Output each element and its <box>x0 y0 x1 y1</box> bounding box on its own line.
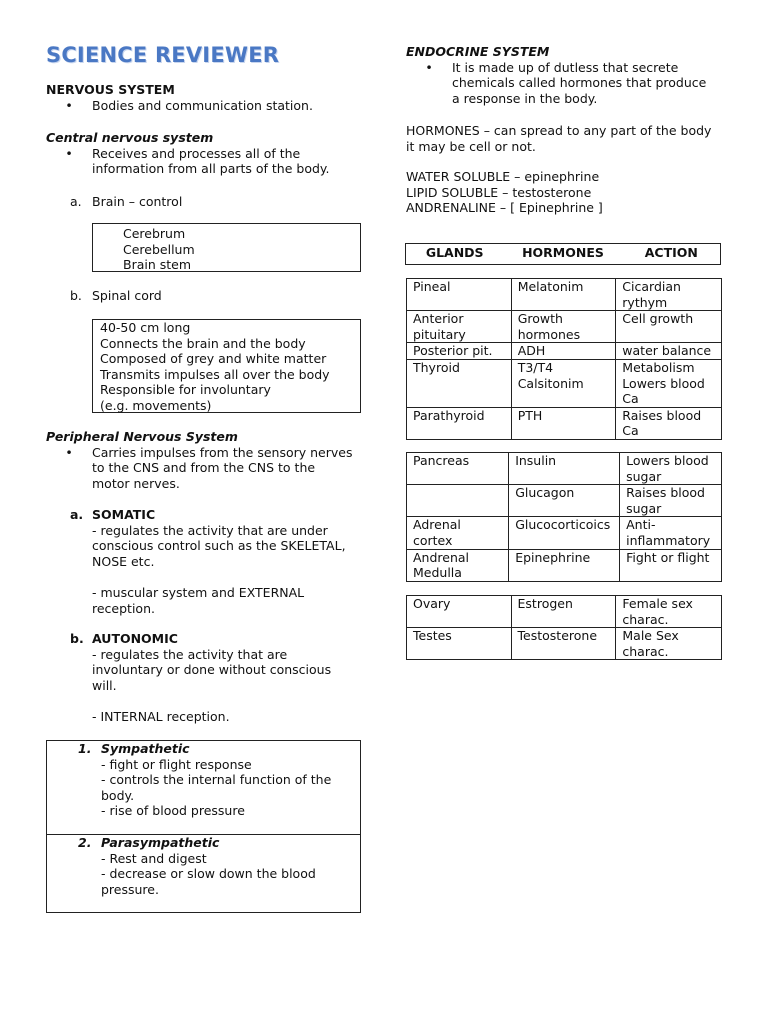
somatic-line: NOSE etc. <box>92 553 155 569</box>
gland-cell: Pancreas <box>407 453 509 485</box>
page-title: SCIENCE REVIEWER <box>46 43 280 67</box>
bullet-item <box>46 445 366 492</box>
gland-cell: Pineal <box>407 279 512 311</box>
hormone-cell: Insulin <box>509 453 620 485</box>
column-header: ACTION <box>644 245 698 260</box>
division-title: Sympathetic <box>101 741 190 756</box>
division-line: - decrease or slow down the blood <box>101 866 316 882</box>
table-row <box>407 485 722 517</box>
division-line: body. <box>101 787 135 803</box>
action-cell: Cell growth <box>616 311 722 343</box>
hormones-line: it may be cell or not. <box>406 138 536 154</box>
spinal-item <box>46 288 366 304</box>
table-row <box>407 343 722 360</box>
spinal-fact: Responsible for involuntary <box>100 382 271 398</box>
table-row <box>407 517 722 549</box>
cns-heading: Central nervous system <box>46 130 214 145</box>
action-cell: Metabolism Lowers blood Ca <box>616 359 722 407</box>
bullet-item <box>406 60 736 107</box>
gland-table-header <box>405 243 721 265</box>
table-row <box>407 359 722 407</box>
division-line: - controls the internal function of the <box>101 772 332 788</box>
hormones-definition <box>406 123 746 154</box>
bullet-icon: • <box>425 59 433 75</box>
gland-cell: Parathyroid <box>407 407 512 439</box>
brain-part: Cerebellum <box>123 241 195 257</box>
action-cell: Female sex charac. <box>616 596 722 628</box>
autonomic-title: AUTONOMIC <box>92 631 178 646</box>
gland-cell: Andrenal Medulla <box>407 549 509 581</box>
division-line: - Rest and digest <box>101 850 207 866</box>
pns-heading: Peripheral Nervous System <box>46 429 238 444</box>
autonomic-line: involuntary or done without conscious <box>92 662 332 678</box>
item-text: Brain – control <box>92 194 183 209</box>
action-cell: Male Sex charac. <box>616 628 722 660</box>
item-letter: a. <box>70 194 82 209</box>
table-row <box>407 549 722 581</box>
spinal-fact: Composed of grey and white matter <box>100 351 327 367</box>
bullet-text-line: It is made up of dutless that secrete <box>452 59 679 75</box>
brain-item <box>46 194 366 210</box>
endocrine-heading: ENDOCRINE SYSTEM <box>406 44 550 59</box>
bullet-text-line: information from all parts of the body. <box>92 161 330 177</box>
somatic-line: reception. <box>92 600 155 616</box>
action-cell: Lowers blood sugar <box>620 453 722 485</box>
bullet-text-line: Carries impulses from the sensory nerves <box>92 444 353 460</box>
somatic-title: SOMATIC <box>92 507 156 522</box>
table-row <box>407 407 722 439</box>
hormone-cell: PTH <box>511 407 616 439</box>
solubility-line: LIPID SOLUBLE – testosterone <box>406 184 592 200</box>
spinal-facts-box <box>92 319 361 413</box>
item-letter: a. <box>70 507 84 522</box>
solubility-line: WATER SOLUBLE – epinephrine <box>406 169 600 184</box>
gland-cell: Adrenal cortex <box>407 517 509 549</box>
gland-cell <box>407 485 509 517</box>
autonomic-line: - INTERNAL reception. <box>92 708 230 724</box>
bullet-text-line: a response in the body. <box>452 90 598 106</box>
division-line: pressure. <box>101 881 159 897</box>
table-row <box>407 279 722 311</box>
division-line: - rise of blood pressure <box>101 803 245 819</box>
gland-cell: Anterior pituitary <box>407 311 512 343</box>
item-letter: b. <box>70 631 84 646</box>
somatic-line: - muscular system and EXTERNAL <box>92 584 305 600</box>
bullet-item <box>46 98 366 114</box>
solubility-line: ANDRENALINE – [ Epinephrine ] <box>406 200 603 216</box>
column-header: HORMONES <box>522 245 604 260</box>
bullet-text-line: Receives and processes all of the <box>92 145 301 161</box>
gland-table-group-1 <box>406 278 722 440</box>
gland-cell: Ovary <box>407 596 512 628</box>
somatic-line: - regulates the activity that are under <box>92 522 328 538</box>
table-row <box>407 311 722 343</box>
division-title: Parasympathetic <box>101 835 220 850</box>
gland-cell: Testes <box>407 628 512 660</box>
bullet-text-line: to the CNS and from the CNS to the <box>92 460 316 476</box>
nervous-system-section <box>46 82 366 113</box>
action-cell: Cicardian rythym <box>616 279 722 311</box>
spinal-fact: Transmits impulses all over the body <box>100 366 330 382</box>
table-row <box>407 596 722 628</box>
cns-section <box>46 130 366 177</box>
hormones-line: HORMONES – can spread to any part of the body <box>406 123 712 138</box>
division-line: - fight or flight response <box>101 756 252 772</box>
table-row <box>407 628 722 660</box>
bullet-text-line: chemicals called hormones that produce <box>452 75 707 91</box>
autonomic-line: will. <box>92 677 117 693</box>
sympathetic-cell <box>47 741 360 835</box>
autonomic-line: - regulates the activity that are <box>92 646 288 662</box>
nervous-system-heading: NERVOUS SYSTEM <box>46 82 175 97</box>
bullet-icon: • <box>65 97 73 113</box>
item-text: Spinal cord <box>92 288 162 303</box>
hormone-cell: Growth hormones <box>511 311 616 343</box>
table-row <box>407 453 722 485</box>
bullet-text-line: motor nerves. <box>92 475 180 491</box>
solubility-list <box>406 169 746 216</box>
spinal-fact: (e.g. movements) <box>100 397 212 413</box>
parasympathetic-cell <box>47 835 360 897</box>
gland-table-group-2 <box>406 452 722 582</box>
gland-cell: Thyroid <box>407 359 512 407</box>
action-cell: Anti-inflammatory <box>620 517 722 549</box>
hormone-cell: T3/T4 Calsitonim <box>511 359 616 407</box>
bullet-icon: • <box>65 145 73 161</box>
action-cell: water balance <box>616 343 722 360</box>
hormone-cell: ADH <box>511 343 616 360</box>
division-number: 1. <box>78 741 92 756</box>
bullet-icon: • <box>65 444 73 460</box>
action-cell: Raises blood sugar <box>620 485 722 517</box>
bullet-text: Bodies and communication station. <box>92 97 313 113</box>
column-header: GLANDS <box>425 245 484 260</box>
pns-section <box>46 429 366 491</box>
brain-part: Cerebrum <box>123 226 186 241</box>
item-letter: b. <box>70 288 82 303</box>
hormone-cell: Testosterone <box>511 628 616 660</box>
autonomic-section <box>46 631 366 725</box>
hormone-cell: Epinephrine <box>509 549 620 581</box>
spinal-fact: Connects the brain and the body <box>100 335 306 351</box>
brain-parts-box <box>92 223 361 272</box>
endocrine-section <box>406 44 736 106</box>
division-number: 2. <box>78 835 92 850</box>
bullet-item <box>46 146 366 177</box>
somatic-section <box>46 507 366 616</box>
action-cell: Raises blood Ca <box>616 407 722 439</box>
hormone-cell: Estrogen <box>511 596 616 628</box>
gland-cell: Posterior pit. <box>407 343 512 360</box>
hormone-cell: Glucocorticoics <box>509 517 620 549</box>
hormone-cell: Melatonim <box>511 279 616 311</box>
action-cell: Fight or flight <box>620 549 722 581</box>
spinal-fact: 40-50 cm long <box>100 320 191 335</box>
hormone-cell: Glucagon <box>509 485 620 517</box>
somatic-line: conscious control such as the SKELETAL, <box>92 538 346 554</box>
autonomic-divisions-box <box>46 740 361 913</box>
gland-table-group-3 <box>406 595 722 660</box>
brain-part: Brain stem <box>123 257 192 273</box>
